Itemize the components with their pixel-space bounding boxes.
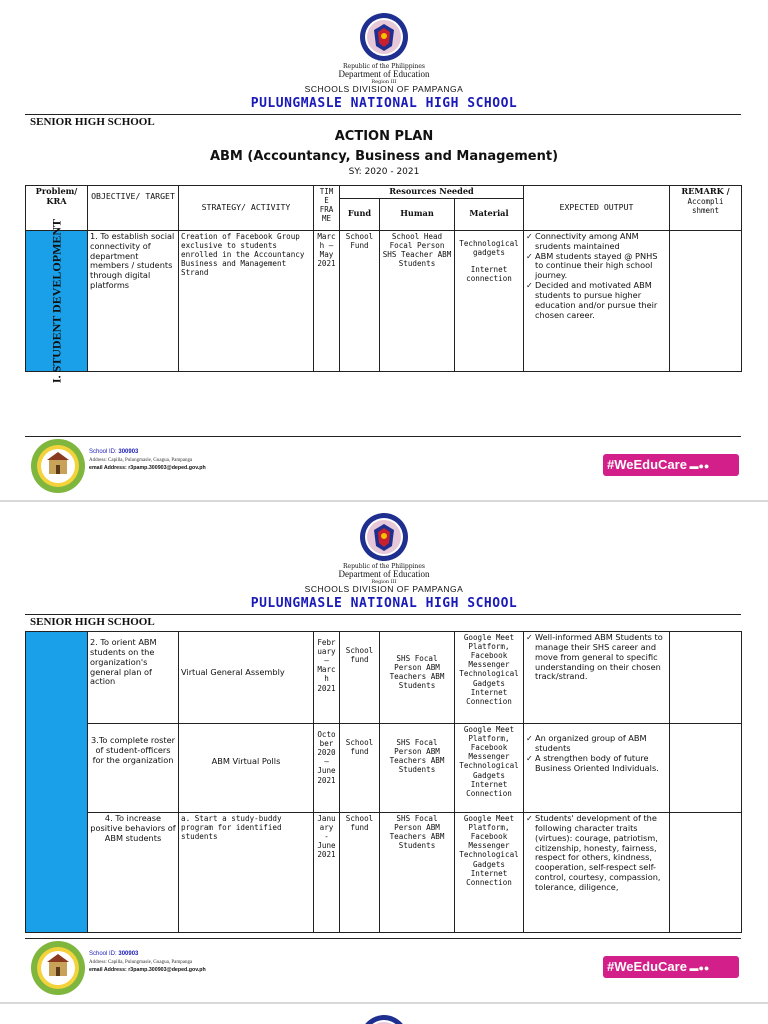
books-icon: ▬●● bbox=[686, 963, 710, 973]
list-item: ✓ Students' development of the following character traits (virtues): courage, patriotism, citizenship, honesty, fairness, respect for others, kindness, cooperation, self-respect self-control, courtesy, compassion, tolerance, diligence, bbox=[526, 814, 667, 893]
list-item: ✓ Decided and motivated ABM students to pursue higher education and/or pursue their chosen career. bbox=[526, 281, 667, 320]
row2-remark bbox=[670, 632, 742, 724]
document-page-2 bbox=[0, 502, 768, 1002]
region-line: Region III bbox=[371, 79, 397, 85]
row3-strategy: ABM Virtual Polls bbox=[179, 724, 314, 813]
table-row bbox=[26, 230, 742, 371]
school-id: School ID: 300903 bbox=[89, 951, 139, 957]
row1-remark bbox=[670, 230, 742, 371]
row2-output bbox=[524, 632, 670, 724]
school-name: PULUNGMASLE NATIONAL HIGH SCHOOL bbox=[250, 596, 518, 611]
school-address: Address: Capilla, Pulungmasle, Guagua, Pampanga bbox=[89, 960, 193, 965]
document-page-1 bbox=[0, 0, 768, 500]
list-item: ✓ Connectivity among ANM srudents maintained bbox=[526, 232, 667, 252]
republic-line: Republic of the Philippines bbox=[343, 563, 425, 570]
row1-fund: School Fund bbox=[340, 230, 380, 371]
weeducare-badge: #WeEduCare ▬●● bbox=[603, 454, 739, 476]
row4-objective: 4. To increase positive behaviors of ABM students bbox=[88, 813, 179, 933]
row3-material: Google Meet Platform, Facebook Messenger Technological Gadgets Internet Connection bbox=[455, 724, 524, 813]
document-page-3 bbox=[0, 1004, 768, 1024]
school-logo-icon bbox=[30, 940, 86, 996]
col-remark-sub: Accompli shment bbox=[687, 196, 724, 215]
school-name: PULUNGMASLE NATIONAL HIGH SCHOOL bbox=[250, 96, 518, 111]
row1-strategy: Creation of Facebook Group exclusive to students enrolled in the Accountancy Business and Management Strand bbox=[179, 230, 314, 371]
header-rule bbox=[25, 614, 741, 615]
col-timeframe: TIM E FRA ME bbox=[314, 186, 340, 231]
section-label: SENIOR HIGH SCHOOL bbox=[30, 116, 155, 128]
school-year: SY: 2020 - 2021 bbox=[348, 167, 420, 177]
kra-cell-continued bbox=[26, 632, 88, 933]
row3-human: SHS Focal Person ABM Teachers ABM Students bbox=[380, 724, 455, 813]
row3-objective: 3.To complete roster of student-officers for the organization bbox=[88, 724, 179, 813]
table-row bbox=[26, 724, 742, 813]
department-line: Department of Education bbox=[338, 569, 430, 579]
row1-material-2: Internet connection bbox=[466, 265, 512, 284]
row4-material: Google Meet Platform, Facebook Messenger Technological Gadgets Internet Connection bbox=[455, 813, 524, 933]
row3-timeframe: Octo ber 2020 – June 2021 bbox=[314, 724, 340, 813]
table-row bbox=[26, 813, 742, 933]
row3-output bbox=[524, 724, 670, 813]
school-email: email Address: r3pamp.300903@deped.gov.ph bbox=[89, 465, 206, 471]
deped-seal-icon bbox=[359, 12, 409, 62]
row4-human: SHS Focal Person ABM Teachers ABM Students bbox=[380, 813, 455, 933]
department-line: Department of Education bbox=[338, 69, 430, 79]
row4-output bbox=[524, 813, 670, 933]
action-plan-table-continued bbox=[25, 631, 742, 933]
kra-cell bbox=[26, 218, 88, 383]
row1-material-1: Technological gadgets bbox=[459, 238, 519, 257]
doc-subtitle: ABM (Accountancy, Business and Management) bbox=[209, 149, 559, 164]
row1-output bbox=[524, 230, 670, 371]
action-plan-table bbox=[25, 185, 742, 383]
row2-timeframe: Febr uary – Marc h 2021 bbox=[314, 632, 340, 724]
col-problem: Problem/ KRA bbox=[26, 186, 88, 231]
row4-timeframe: Janu ary - June 2021 bbox=[314, 813, 340, 933]
kra-label: I. STUDENT DEVELOPMENT bbox=[48, 218, 63, 383]
table-row bbox=[26, 632, 742, 724]
footer-rule bbox=[25, 436, 741, 437]
school-email: email Address: r3pamp.300903@deped.gov.ph bbox=[89, 967, 206, 973]
col-human: Human bbox=[380, 198, 455, 230]
row2-strategy: Virtual General Assembly bbox=[179, 632, 314, 724]
col-objective: OBJECTIVE/ TARGET bbox=[88, 186, 179, 231]
row1-objective: 1. To establish social connectivity of department members / students through digital platforms bbox=[88, 230, 179, 371]
school-address: Address: Capilla, Pulungmasle, Guagua, Pampanga bbox=[89, 458, 193, 463]
books-icon: ▬●● bbox=[686, 461, 710, 471]
list-item: ✓ ABM students stayed @ PNHS to continue their high school journey. bbox=[526, 252, 667, 282]
list-item: ✓ An organized group of ABM students bbox=[526, 734, 667, 754]
col-remark-label: REMARK / bbox=[681, 186, 730, 196]
col-fund: Fund bbox=[340, 198, 380, 230]
deped-seal-icon bbox=[359, 1014, 409, 1024]
row4-fund: School fund bbox=[340, 813, 380, 933]
section-label: SENIOR HIGH SCHOOL bbox=[30, 616, 155, 628]
row2-objective: 2. To orient ABM students on the organization's general plan of action bbox=[88, 632, 179, 724]
list-item: ✓ Well-informed ABM Students to manage their SHS career and move from general to specific understanding on their chosen track/strand. bbox=[526, 633, 667, 682]
division-line: SCHOOLS DIVISION OF PAMPANGA bbox=[304, 584, 464, 594]
region-line: Region III bbox=[371, 579, 397, 585]
row3-fund: School fund bbox=[340, 724, 380, 813]
col-material: Material bbox=[455, 198, 524, 230]
footer-rule bbox=[25, 938, 741, 939]
deped-seal-icon bbox=[359, 512, 409, 562]
row3-remark bbox=[670, 724, 742, 813]
row2-material: Google Meet Platform, Facebook Messenger Technological Gadgets Internet Connection bbox=[455, 632, 524, 724]
row4-strategy: a. Start a study-buddy program for identified students bbox=[179, 813, 314, 933]
school-id: School ID: 300903 bbox=[89, 449, 139, 455]
header-rule bbox=[25, 114, 741, 115]
row1-material bbox=[455, 230, 524, 371]
row2-fund: School fund bbox=[340, 632, 380, 724]
row4-remark bbox=[670, 813, 742, 933]
school-logo-icon bbox=[30, 438, 86, 494]
col-remark bbox=[670, 186, 742, 231]
doc-title: ACTION PLAN bbox=[334, 129, 434, 144]
col-resources: Resources Needed bbox=[340, 186, 524, 199]
division-line: SCHOOLS DIVISION OF PAMPANGA bbox=[304, 84, 464, 94]
republic-line: Republic of the Philippines bbox=[343, 63, 425, 70]
weeducare-badge: #WeEduCare ▬●● bbox=[603, 956, 739, 978]
list-item: ✓ A strengthen body of future Business Oriented Individuals. bbox=[526, 754, 667, 774]
row1-timeframe: Marc h – May 2021 bbox=[314, 230, 340, 371]
col-output: EXPECTED OUTPUT bbox=[524, 186, 670, 231]
row2-human: SHS Focal Person ABM Teachers ABM Students bbox=[380, 632, 455, 724]
row1-human: School Head Focal Person SHS Teacher ABM Students bbox=[380, 230, 455, 371]
col-strategy: STRATEGY/ ACTIVITY bbox=[179, 186, 314, 231]
